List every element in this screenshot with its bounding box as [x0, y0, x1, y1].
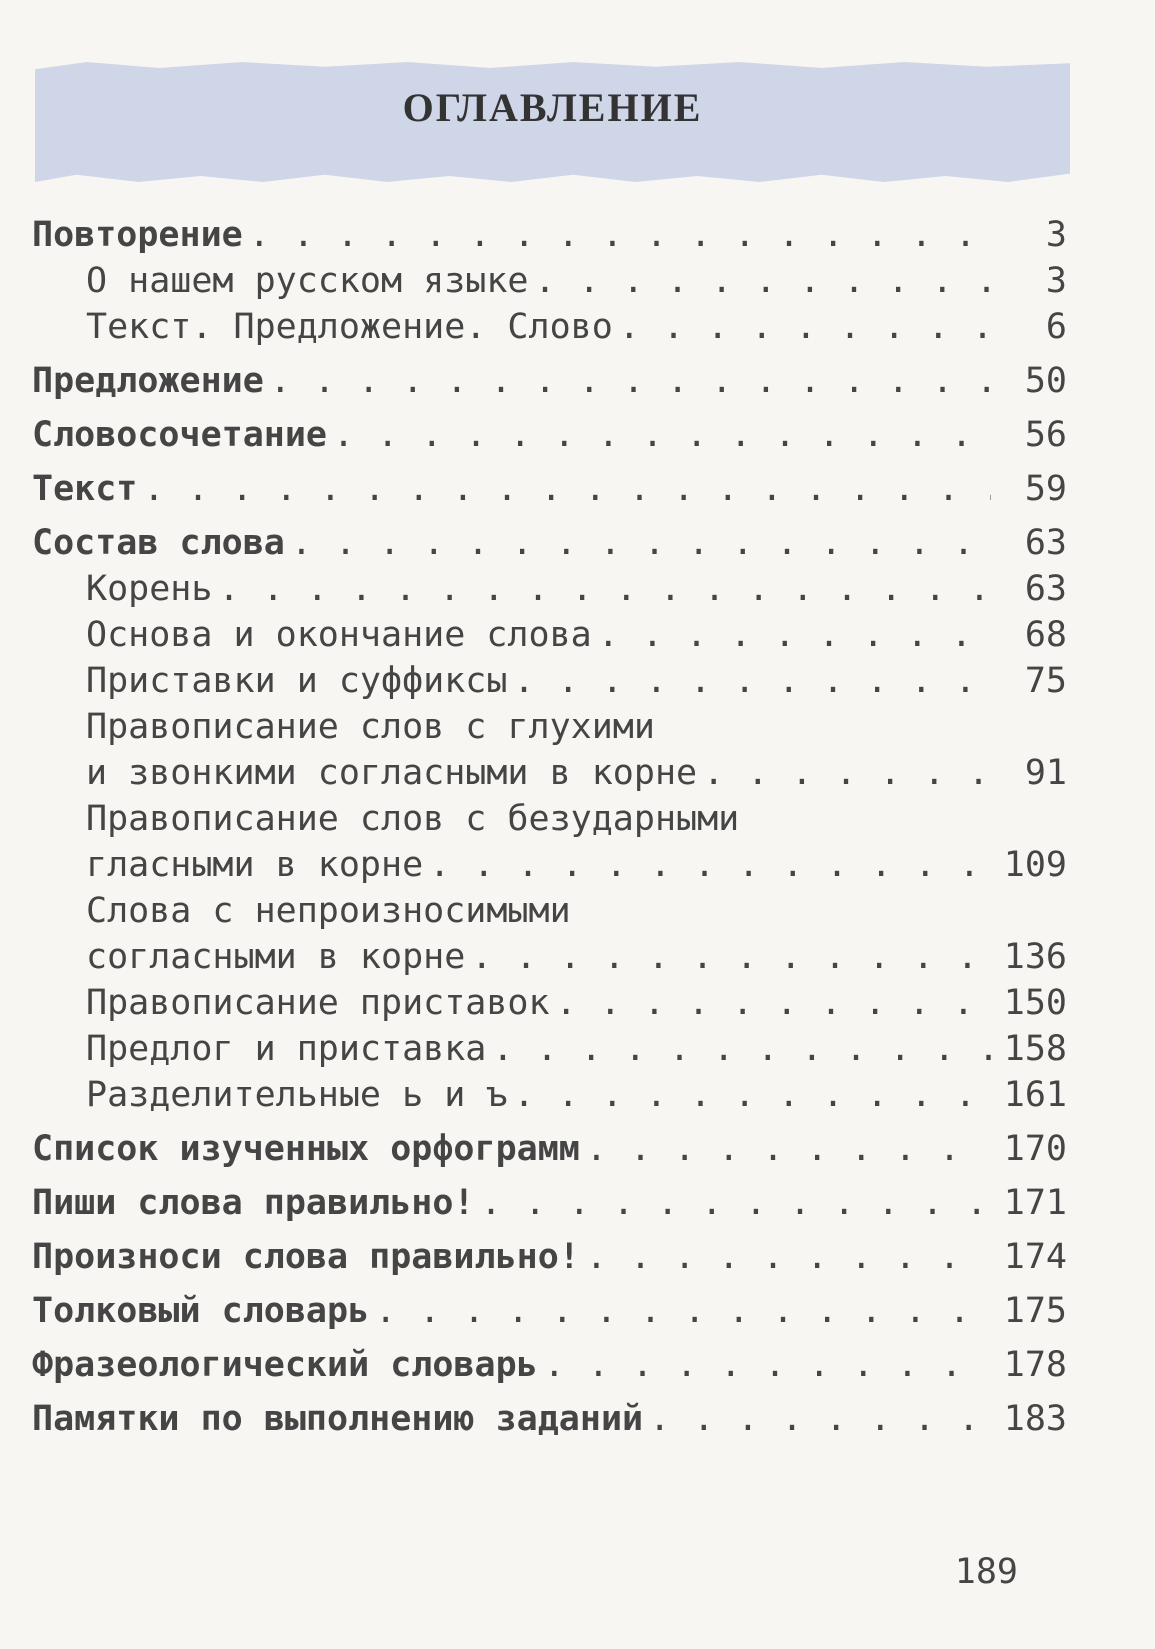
toc-page-number: 175 [1003, 1291, 1067, 1331]
toc-leader-dots [649, 1396, 991, 1442]
toc-page-number: 158 [1003, 1029, 1067, 1069]
toc-page-number: 150 [1003, 983, 1067, 1023]
toc-entry-label: Корень [86, 569, 213, 609]
toc-entry[interactable] [32, 1180, 1067, 1226]
toc-leader-dots [481, 1180, 991, 1226]
toc-leader-dots [291, 520, 991, 566]
toc-entry-label: О нашем русском языке [86, 261, 529, 301]
page-title: ОГЛАВЛЕНИЕ [402, 85, 703, 130]
toc-page-number: 161 [1003, 1075, 1067, 1115]
toc-entry-label: Текст [32, 469, 138, 509]
toc-entry[interactable] [32, 612, 1067, 658]
toc-entry[interactable] [32, 980, 1067, 1026]
toc-leader-dots [333, 412, 991, 458]
toc-leader-dots [556, 980, 991, 1026]
toc-entry[interactable] [32, 1288, 1067, 1334]
toc-entry-label: Предложение [32, 361, 264, 401]
toc-page-number: 6 [1045, 307, 1067, 347]
toc-entry[interactable] [32, 358, 1067, 404]
toc-entry[interactable] [32, 212, 1067, 258]
toc-entry-label-line1: Правописание слов с безударными [86, 799, 740, 839]
toc-leader-dots [619, 304, 991, 350]
page-number: 189 [954, 1552, 1018, 1592]
toc-entry[interactable] [32, 1026, 1067, 1072]
toc-entry-label: и звонкими согласными в корне [86, 753, 698, 793]
toc-entry[interactable] [32, 412, 1067, 458]
toc-entry[interactable] [32, 1126, 1067, 1172]
toc-entry[interactable] [32, 1396, 1067, 1442]
toc-entry-label: Словосочетание [32, 415, 328, 455]
toc-entry-label: Пиши слова правильно! [32, 1183, 475, 1223]
toc-entry[interactable] [32, 566, 1067, 612]
toc-entry-label: Памятки по выполнению заданий [32, 1399, 644, 1439]
toc-page-number: 91 [1024, 753, 1067, 793]
toc-entry-label: Основа и окончание слова [86, 615, 592, 655]
toc-entry-label: Толковый словарь [32, 1291, 370, 1331]
toc-entry-label: Повторение [32, 215, 243, 255]
toc-page-number: 75 [1024, 661, 1067, 701]
toc-page-number: 63 [1024, 569, 1067, 609]
toc-page-number: 50 [1024, 361, 1067, 401]
toc-page-number: 171 [1003, 1183, 1067, 1223]
toc-leader-dots [544, 1342, 991, 1388]
toc-entry-label-line1: Правописание слов с глухими [86, 707, 655, 747]
toc-leader-dots [429, 842, 991, 888]
toc-entry[interactable] [32, 258, 1067, 304]
table-of-contents [32, 212, 1067, 1442]
toc-entry[interactable] [32, 466, 1067, 512]
toc-leader-dots [586, 1126, 991, 1172]
toc-page-number: 183 [1003, 1399, 1067, 1439]
toc-entry[interactable] [32, 750, 1067, 796]
toc-entry[interactable] [32, 1342, 1067, 1388]
toc-entry-label: Текст. Предложение. Слово [86, 307, 613, 347]
toc-entry-label: Предлог и приставка [86, 1029, 487, 1069]
toc-page-number: 170 [1003, 1129, 1067, 1169]
toc-entry-label: Состав слова [32, 523, 285, 563]
toc-entry[interactable] [32, 842, 1067, 888]
toc-page-number: 59 [1024, 469, 1067, 509]
toc-entry[interactable] [32, 1072, 1067, 1118]
toc-entry-label: согласными в корне [86, 937, 466, 977]
toc-leader-dots [586, 1234, 991, 1280]
toc-entry-label: Произноси слова правильно! [32, 1237, 580, 1277]
toc-leader-dots [492, 1026, 991, 1072]
toc-leader-dots [249, 212, 991, 258]
toc-page-number: 178 [1003, 1345, 1067, 1385]
toc-entry[interactable] [32, 304, 1067, 350]
toc-entry[interactable] [32, 658, 1067, 704]
toc-leader-dots [143, 466, 991, 512]
toc-leader-dots [598, 612, 991, 658]
toc-leader-dots [270, 358, 991, 404]
toc-entry-label: гласными в корне [86, 845, 424, 885]
toc-leader-dots [375, 1288, 991, 1334]
toc-entry[interactable] [32, 934, 1067, 980]
toc-page-number: 3 [1045, 261, 1067, 301]
toc-leader-dots [513, 658, 991, 704]
toc-entry-label: Правописание приставок [86, 983, 550, 1023]
toc-entry-label-line1: Слова с непроизносимыми [86, 891, 571, 931]
toc-page-number: 68 [1024, 615, 1067, 655]
toc-page-number: 3 [1045, 215, 1067, 255]
toc-entry-label: Фразеологический словарь [32, 1345, 538, 1385]
toc-entry[interactable] [32, 520, 1067, 566]
toc-page-number: 109 [1003, 845, 1067, 885]
toc-leader-dots [471, 934, 991, 980]
toc-entry-label: Разделительные ь и ъ [86, 1075, 508, 1115]
toc-page-number: 56 [1024, 415, 1067, 455]
toc-leader-dots [218, 566, 991, 612]
toc-entry-label: Список изученных орфограмм [32, 1129, 580, 1169]
toc-entry[interactable] [32, 1234, 1067, 1280]
toc-page-number: 63 [1024, 523, 1067, 563]
toc-page-number: 174 [1003, 1237, 1067, 1277]
toc-entry-label: Приставки и суффиксы [86, 661, 508, 701]
toc-leader-dots [703, 750, 991, 796]
toc-page-number: 136 [1003, 937, 1067, 977]
toc-leader-dots [535, 258, 991, 304]
toc-leader-dots [513, 1072, 991, 1118]
